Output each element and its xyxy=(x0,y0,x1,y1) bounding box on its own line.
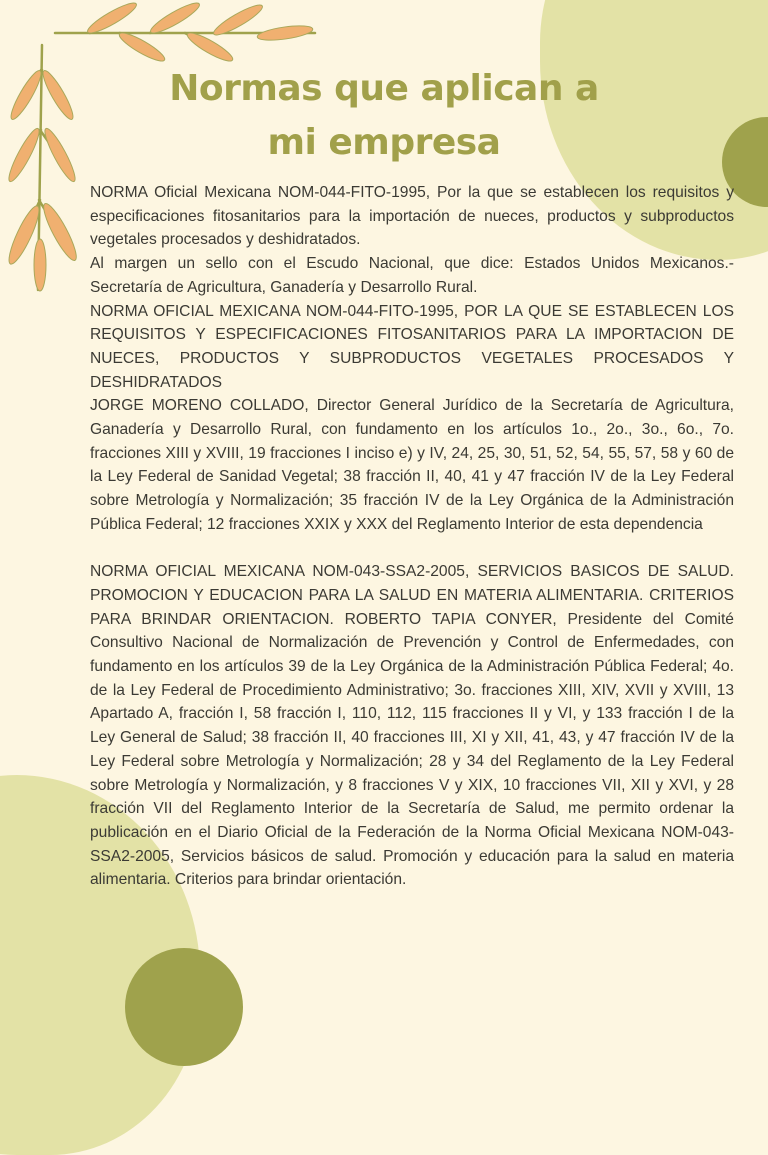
page-title-line-2: mi empresa xyxy=(267,122,501,163)
paragraph-4: JORGE MORENO COLLADO, Director General Jurídico de la Secretaría de Agricultura, Ganadería y Desarrollo Rural, con fundamento en los artículos 1o., 2o., 3o., 6o., 7o. fracciones XIII y XVIII, 19 fracciones I inciso e) y IV, 24, 25, 30, 51, 52, 54, 55, 57, 58 y 60 de la Ley Federal de Sanidad Vegetal; 38 fracción II, 40, 41 y 47 fracción IV de la Ley Federal sobre Metrología y Normalización; 35 fracción IV de la Ley Orgánica de la Administración Pública Federal; 12 fracciones XXIX y XXX del Reglamento Interior de esta dependencia xyxy=(90,397,734,533)
page-title-line-1: Normas que aplican a xyxy=(169,68,599,109)
paragraph-1: NORMA Oficial Mexicana NOM-044-FITO-1995, Por la que se establecen los requisitos y especificaciones fitosanitarios para la importación de nueces, productos y subproductos vegetales procesados y deshidratados. xyxy=(90,184,734,249)
paragraph-3: NORMA OFICIAL MEXICANA NOM-044-FITO-1995, POR LA QUE SE ESTABLECEN LOS REQUISITOS Y ESPECIFICACIONES FITOSANITARIOS PARA LA IMPORTACION DE NUECES, PRODUCTOS Y SUBPRODUCTOS VEGETALES PROCESADOS Y DESHIDRATADOS xyxy=(90,302,734,391)
decorative-circle-bottom-left xyxy=(125,948,243,1066)
paragraph-5: NORMA OFICIAL MEXICANA NOM-043-SSA2-2005, SERVICIOS BASICOS DE SALUD. PROMOCION Y EDUCACION PARA LA SALUD EN MATERIA ALIMENTARIA. CRITERIOS PARA BRINDAR ORIENTACION. ROBERTO TAPIA CONYER, Presidente del Comité Consultivo Nacional de Normalización de Prevención y Control de Enfermedades, con fundamento en los artículos 39 de la Ley Orgánica de la Administración Pública Federal; 4o. de la Ley Federal de Procedimiento Administrativo; 3o. fracciones XIII, XIV, XVII y XVIII, 13 Apartado A, fracción I, 58 fracción I, 110, 112, 115 fracciones II y VI, y 133 fracción I de la Ley General de Salud; 38 fracción II, 40 fracciones III, XI y XII, 41, 43, y 47 fracción IV de la Ley Federal sobre Metrología y Normalización; 28 y 34 del Reglamento de la Ley Federal sobre Metrología y Normalización, y 8 fracciones V y XIX, 10 fracciones VII, XII y XVI, y 28 fracción VII del Reglamento Interior de la Secretaría de Salud, me permito ordenar la publicación en el Diario Oficial de la Federación de la Norma Oficial Mexicana NOM-043-SSA2-2005, Servicios básicos de salud. Promoción y educación para la salud en materia alimentaria. Criterios para brindar orientación. xyxy=(90,563,734,889)
paragraph-spacer xyxy=(90,537,734,561)
page-title xyxy=(0,62,768,170)
document-body xyxy=(90,181,734,892)
paragraph-2: Al margen un sello con el Escudo Nacional, que dice: Estados Unidos Mexicanos.- Secretaría de Agricultura, Ganadería y Desarrollo Rural. xyxy=(90,255,734,296)
